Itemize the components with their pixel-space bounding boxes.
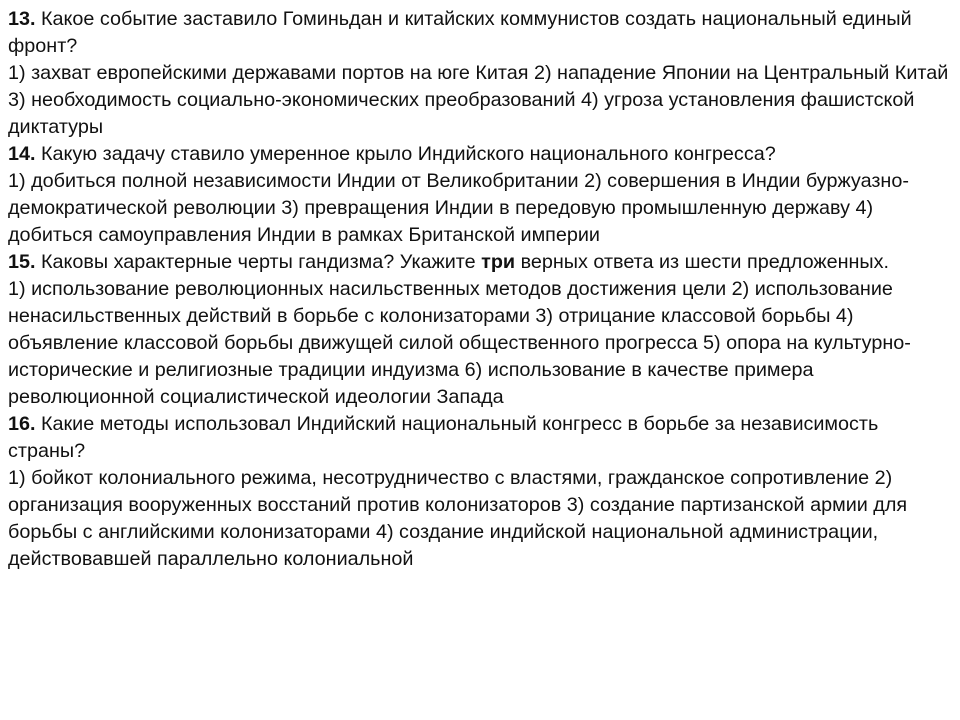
answer-options-16: 1) бойкот колониального режима, несотрудничество с властями, гражданское сопротивление 2) организация вооруженных восстаний против колонизаторов 3) создание партизанской армии для борьбы с английскими колонизаторами 4) создание индийской национальной администрации, действовавшей параллельно колониальной <box>8 467 908 570</box>
question-15 <box>8 249 954 276</box>
question-text: Какую задачу ставило умеренное крыло Индийского национального конгресса? <box>35 143 776 165</box>
question-number: 15. <box>8 251 36 273</box>
question-14 <box>8 141 954 168</box>
question-text-end: верных ответа из шести предложенных. <box>515 251 890 273</box>
question-number: 13. <box>8 8 36 30</box>
question-number: 14. <box>8 143 36 165</box>
question-text: Какое событие заставило Гоминьдан и китайских коммунистов создать национальный единый фронт? <box>8 8 912 57</box>
question-text-emphasis: три <box>481 251 516 273</box>
slide-text <box>8 6 954 573</box>
answer-options-14: 1) добиться полной независимости Индии от Великобритании 2) совершения в Индии буржуазно-демократической революции 3) превращения Индии в передовую промышленную державу 4) добиться самоуправления Индии в рамках Британской империи <box>8 170 909 246</box>
question-16 <box>8 411 954 465</box>
answer-options-13: 1) захват европейскими державами портов на юге Китая 2) нападение Японии на Центральный Китай 3) необходимость социально-экономических преобразований 4) угроза установления фашистской диктатуры <box>8 62 949 138</box>
question-13 <box>8 6 954 60</box>
question-text: Какие методы использовал Индийский национальный конгресс в борьбе за независимость страны? <box>8 413 879 462</box>
question-number: 16. <box>8 413 36 435</box>
question-text-start: Каковы характерные черты гандизма? Укажите <box>35 251 482 273</box>
answer-options-15: 1) использование революционных насильственных методов достижения цели 2) использование ненасильственных действий в борьбе с колонизаторами 3) отрицание классовой борьбы 4) объявление классовой борьбы движущей силой общественного прогресса 5) опора на культурно-исторические и религиозные традиции индуизма 6) использование в качестве примера революционной социалистической идеологии Запада <box>8 278 911 408</box>
